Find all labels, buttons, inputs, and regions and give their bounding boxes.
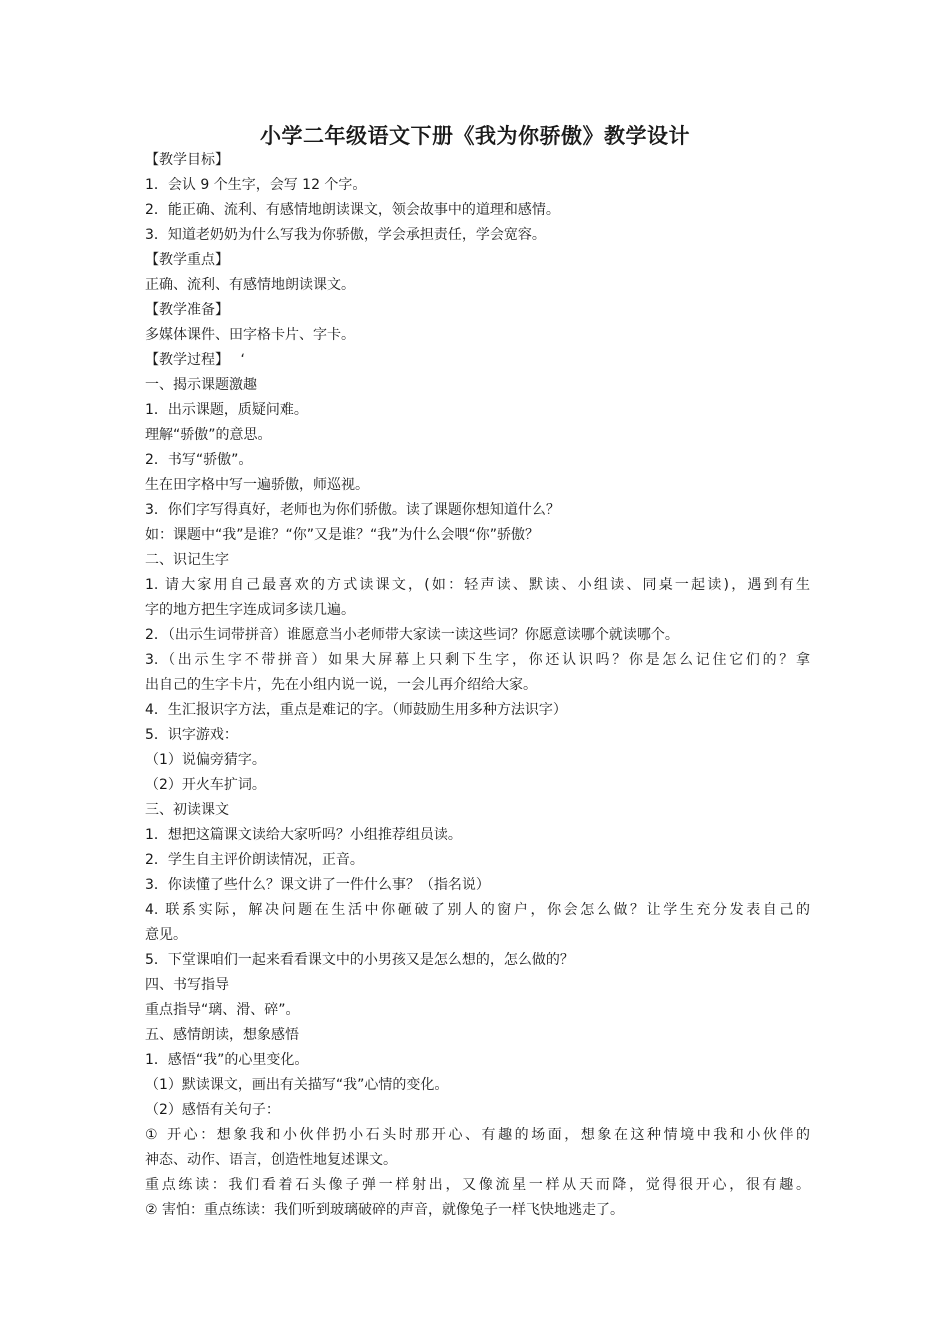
text-line: 4．生汇报识字方法，重点是难记的字。（师鼓励生用多种方法识字） [145, 702, 567, 718]
text-line: 五、感情朗读，想象感悟 [145, 1027, 299, 1043]
text-line: 3．你读懂了些什么？课文讲了一件什么事？（指名说） [145, 877, 490, 893]
text-line: 5．识字游戏： [145, 727, 238, 743]
text-line: 四、书写指导 [145, 977, 229, 993]
text-line: ② 害怕：重点练读：我们听到玻璃破碎的声音，就像兔子一样飞快地逃走了。 [145, 1202, 624, 1218]
text-line: （1）说偏旁猜字。 [145, 752, 266, 768]
text-line: 2．学生自主评价朗读情况，正音。 [145, 852, 364, 868]
text-line: 【教学目标】 [145, 152, 229, 168]
text-line: 理解“骄傲”的意思。 [145, 427, 272, 443]
text-line: 【教学重点】 [145, 252, 229, 268]
text-line: 字的地方把生字连成词多读几遍。 [145, 602, 355, 618]
text-line: 2．书写“骄傲”。 [145, 452, 253, 468]
document-title: 小学二年级语文下册《我为你骄傲》教学设计 [260, 124, 690, 148]
text-line: 重点指导“璃、滑、碎”。 [145, 1002, 300, 1018]
text-line: 重点练读：我们看着石头像子弹一样射出，又像流星一样从天而降，觉得很开心，很有趣。 [145, 1177, 810, 1193]
text-line: 2．（出示生词带拼音）谁愿意当小老师带大家读一读这些词？你愿意读哪个就读哪个。 [145, 627, 679, 643]
text-line: 【教学准备】 [145, 302, 229, 318]
text-line: 1. 请大家用自己最喜欢的方式读课文，(如：轻声读、默读、小组读、同桌一起读)，遇到有生 [145, 577, 810, 593]
document-body [145, 148, 810, 1223]
text-line: 1．感悟“我”的心里变化。 [145, 1052, 309, 1068]
text-line: 神态、动作、语言，创造性地复述课文。 [145, 1152, 397, 1168]
text-line: 1．会认 9 个生字，会写 12 个字。 [145, 177, 367, 193]
text-line: （1）默读课文，画出有关描写“我”心情的变化。 [145, 1077, 449, 1093]
text-line: 正确、流利、有感情地朗读课文。 [145, 277, 355, 293]
text-line: （2）感悟有关句子： [145, 1102, 280, 1118]
text-line: 一、揭示课题激趣 [145, 377, 257, 393]
text-line: 出自己的生字卡片，先在小组内说一说，一会儿再介绍给大家。 [145, 677, 537, 693]
text-line: 4. 联系实际，解决问题在生活中你砸破了别人的窗户，你会怎么做？让学生充分发表自己的 [145, 902, 810, 918]
text-line: 生在田字格中写一遍骄傲，师巡视。 [145, 477, 369, 493]
text-line: 三、初读课文 [145, 802, 229, 818]
text-line: 多媒体课件、田字格卡片、字卡。 [145, 327, 355, 343]
text-line: 3．知道老奶奶为什么写我为你骄傲，学会承担责任，学会宽容。 [145, 227, 546, 243]
text-line: 3.（出示生字不带拼音）如果大屏幕上只剩下生字，你还认识吗？你是怎么记住它们的？拿 [145, 652, 810, 668]
text-line: 3．你们字写得真好，老师也为你们骄傲。读了课题你想知道什么？ [145, 502, 560, 518]
text-line: 如：课题中“我”是谁？“你”又是谁？“我”为什么会喂“你”骄傲？ [145, 527, 540, 543]
text-line: 二、识记生字 [145, 552, 229, 568]
text-line: 【教学过程】 ‘ [145, 352, 245, 368]
text-line: 2．能正确、流利、有感情地朗读课文，领会故事中的道理和感情。 [145, 202, 560, 218]
text-line: （2）开火车扩词。 [145, 777, 266, 793]
text-line: 意见。 [145, 927, 187, 943]
text-line: 1．想把这篇课文读给大家听吗？小组推荐组员读。 [145, 827, 462, 843]
text-line: ① 开心：想象我和小伙伴扔小石头时那开心、有趣的场面，想象在这种情境中我和小伙伴的 [145, 1127, 810, 1143]
text-line: 5．下堂课咱们一起来看看课文中的小男孩又是怎么想的，怎么做的？ [145, 952, 574, 968]
text-line: 1．出示课题，质疑问难。 [145, 402, 308, 418]
